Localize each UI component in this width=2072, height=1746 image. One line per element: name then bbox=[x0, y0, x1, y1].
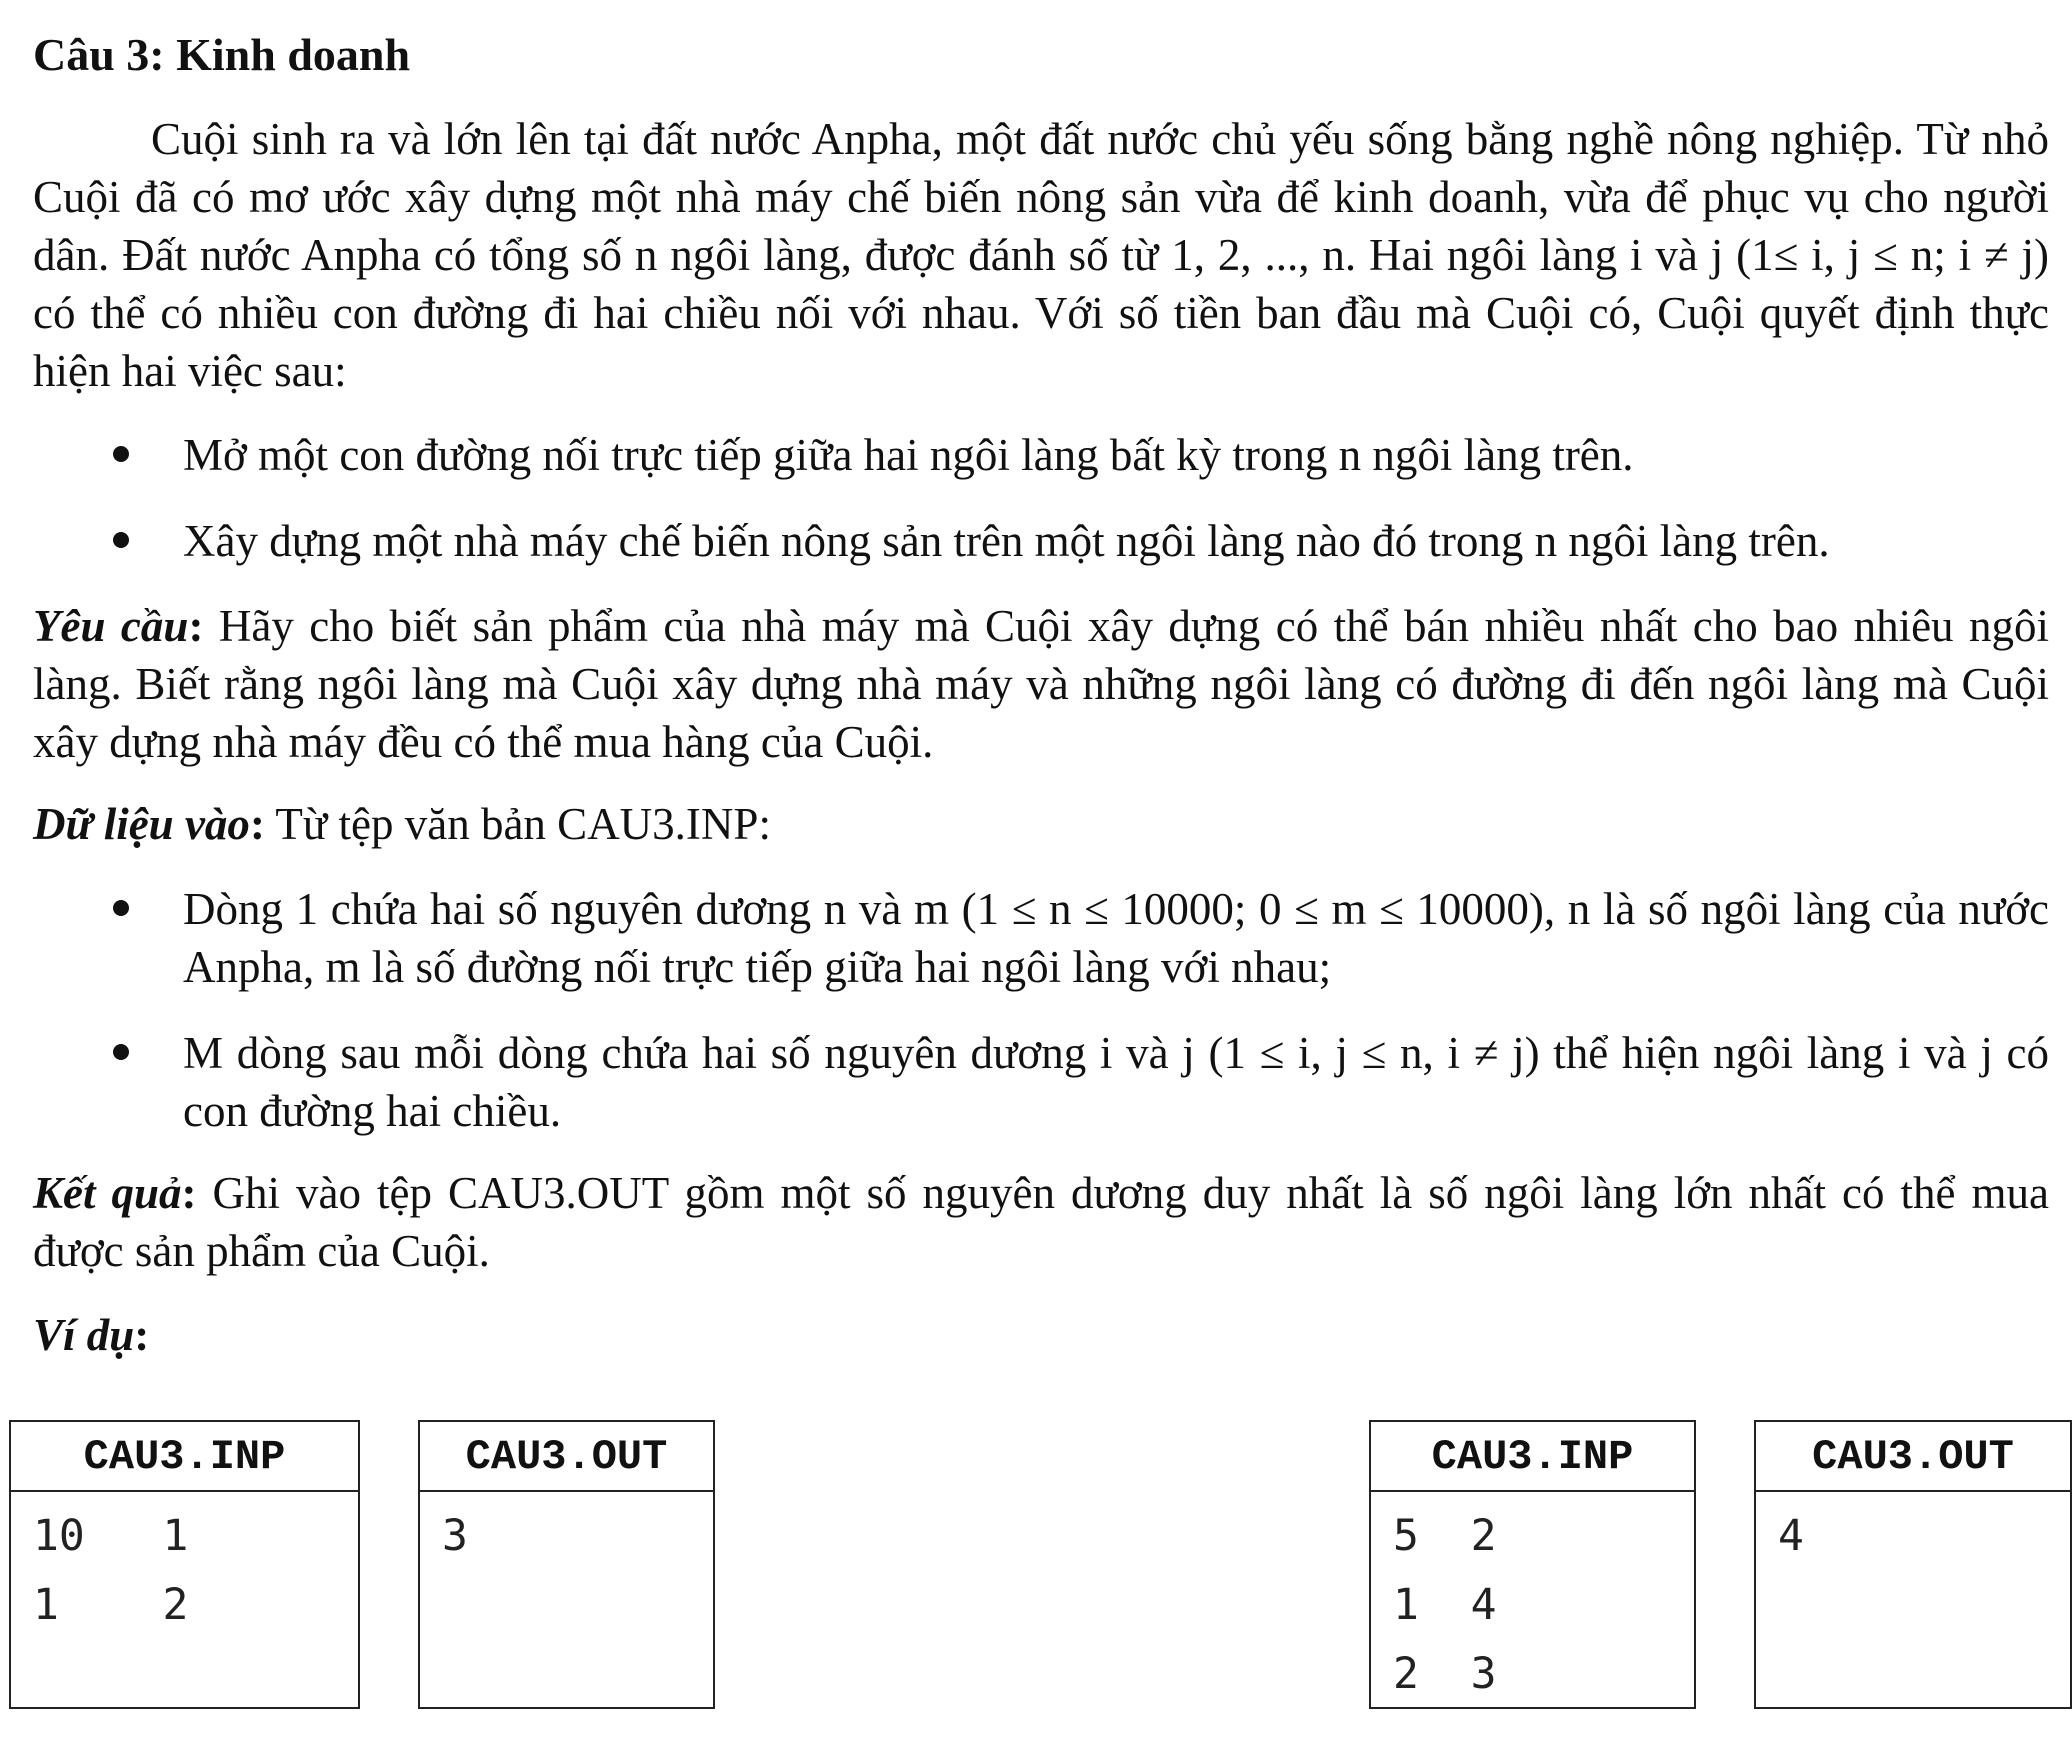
example-2-output-row: 4 bbox=[1778, 1511, 1804, 1561]
example-1-output-header: CAU3.OUT bbox=[420, 1422, 713, 1492]
example-2-output-header: CAU3.OUT bbox=[1756, 1422, 2070, 1492]
example-2-input-header: CAU3.INP bbox=[1371, 1422, 1694, 1492]
example-2-input-body bbox=[1371, 1492, 1694, 1709]
example-2-output-body bbox=[1756, 1492, 2070, 1571]
example-2-input-row: 5 2 bbox=[1393, 1511, 1497, 1561]
input-item-text-1: Dòng 1 chứa hai số nguyên dương n và m (1 ≤ n ≤ 10000; 0 ≤ m ≤ 10000), n là số ngôi làng của nước Anpha, m là số đường nối trực tiếp giữa hai ngôi làng với nhau; bbox=[183, 884, 2049, 992]
bullet-icon bbox=[113, 900, 129, 916]
example-1-input-row: 1 2 bbox=[33, 1580, 189, 1630]
example-label: Ví dụ bbox=[33, 1310, 135, 1360]
bullet-icon bbox=[113, 446, 129, 462]
example-1-output-box bbox=[418, 1420, 715, 1709]
requirement-paragraph: Yêu cầu: Hãy cho biết sản phẩm của nhà máy mà Cuội xây dựng có thể bán nhiều nhất cho bao nhiêu ngôi làng. Biết rằng ngôi làng mà Cuội xây dựng nhà máy và những ngôi làng có đường đi đến ngôi làng mà Cuội xây dựng nhà máy đều có thể mua hàng của Cuội. bbox=[33, 601, 2049, 767]
input-text: Từ tệp văn bản CAU3.INP: bbox=[264, 799, 771, 849]
example-2-input-row: 2 3 bbox=[1393, 1649, 1497, 1699]
output-text: Ghi vào tệp CAU3.OUT gồm một số nguyên dương duy nhất là số ngôi làng lớn nhất có thể mua được sản phẩm của Cuội. bbox=[33, 1168, 2049, 1276]
input-heading: Dữ liệu vào: Từ tệp văn bản CAU3.INP: bbox=[33, 799, 771, 849]
requirement-label: Yêu cầu bbox=[33, 601, 189, 651]
example-2-input-row: 1 4 bbox=[1393, 1580, 1497, 1630]
task-item-2 bbox=[183, 512, 2049, 570]
example-2-input-box bbox=[1369, 1420, 1696, 1709]
output-label: Kết quả bbox=[33, 1168, 182, 1218]
input-label: Dữ liệu vào bbox=[33, 799, 250, 849]
example-1-input-box bbox=[9, 1420, 360, 1709]
problem-title: Câu 3: Kinh doanh bbox=[33, 29, 411, 80]
output-paragraph: Kết quả: Ghi vào tệp CAU3.OUT gồm một số nguyên dương duy nhất là số ngôi làng lớn nhất có thể mua được sản phẩm của Cuội. bbox=[33, 1168, 2049, 1276]
example-2-output-box bbox=[1754, 1420, 2072, 1709]
bullet-icon bbox=[113, 1044, 129, 1060]
task-text-1: Mở một con đường nối trực tiếp giữa hai ngôi làng bất kỳ trong n ngôi làng trên. bbox=[183, 430, 1634, 480]
example-1-input-body bbox=[11, 1492, 358, 1640]
input-item-1 bbox=[183, 880, 2049, 996]
example-1-input-row: 10 1 bbox=[33, 1511, 189, 1561]
input-item-text-2: M dòng sau mỗi dòng chứa hai số nguyên dương i và j (1 ≤ i, j ≤ n, i ≠ j) thể hiện ngôi làng i và j có con đường hai chiều. bbox=[183, 1028, 2049, 1136]
example-1-output-body bbox=[420, 1492, 713, 1571]
intro-paragraph: Cuội sinh ra và lớn lên tại đất nước Anpha, một đất nước chủ yếu sống bằng nghề nông nghiệp. Từ nhỏ Cuội đã có mơ ước xây dựng một nhà máy chế biến nông sản vừa để kinh doanh, vừa để phục vụ cho người dân. Đất nước Anpha có tổng số n ngôi làng, được đánh số từ 1, 2, ..., n. Hai ngôi làng i và j (1≤ i, j ≤ n; i ≠ j) có thể có nhiều con đường đi hai chiều nối với nhau. Với số tiền ban đầu mà Cuội có, Cuội quyết định thực hiện hai việc sau: bbox=[33, 114, 2049, 396]
input-item-2 bbox=[183, 1024, 2049, 1140]
requirement-text: Hãy cho biết sản phẩm của nhà máy mà Cuội xây dựng có thể bán nhiều nhất cho bao nhiêu ngôi làng. Biết rằng ngôi làng mà Cuội xây dựng nhà máy và những ngôi làng có đường đi đến ngôi làng mà Cuội xây dựng nhà máy đều có thể mua hàng của Cuội. bbox=[33, 601, 2049, 767]
example-1-output-row: 3 bbox=[442, 1511, 468, 1561]
example-1-input-header: CAU3.INP bbox=[11, 1422, 358, 1492]
example-heading: Ví dụ: bbox=[33, 1310, 150, 1360]
task-text-2: Xây dựng một nhà máy chế biến nông sản trên một ngôi làng nào đó trong n ngôi làng trên. bbox=[183, 516, 1830, 566]
task-item-1 bbox=[183, 426, 2049, 484]
bullet-icon bbox=[113, 532, 129, 548]
